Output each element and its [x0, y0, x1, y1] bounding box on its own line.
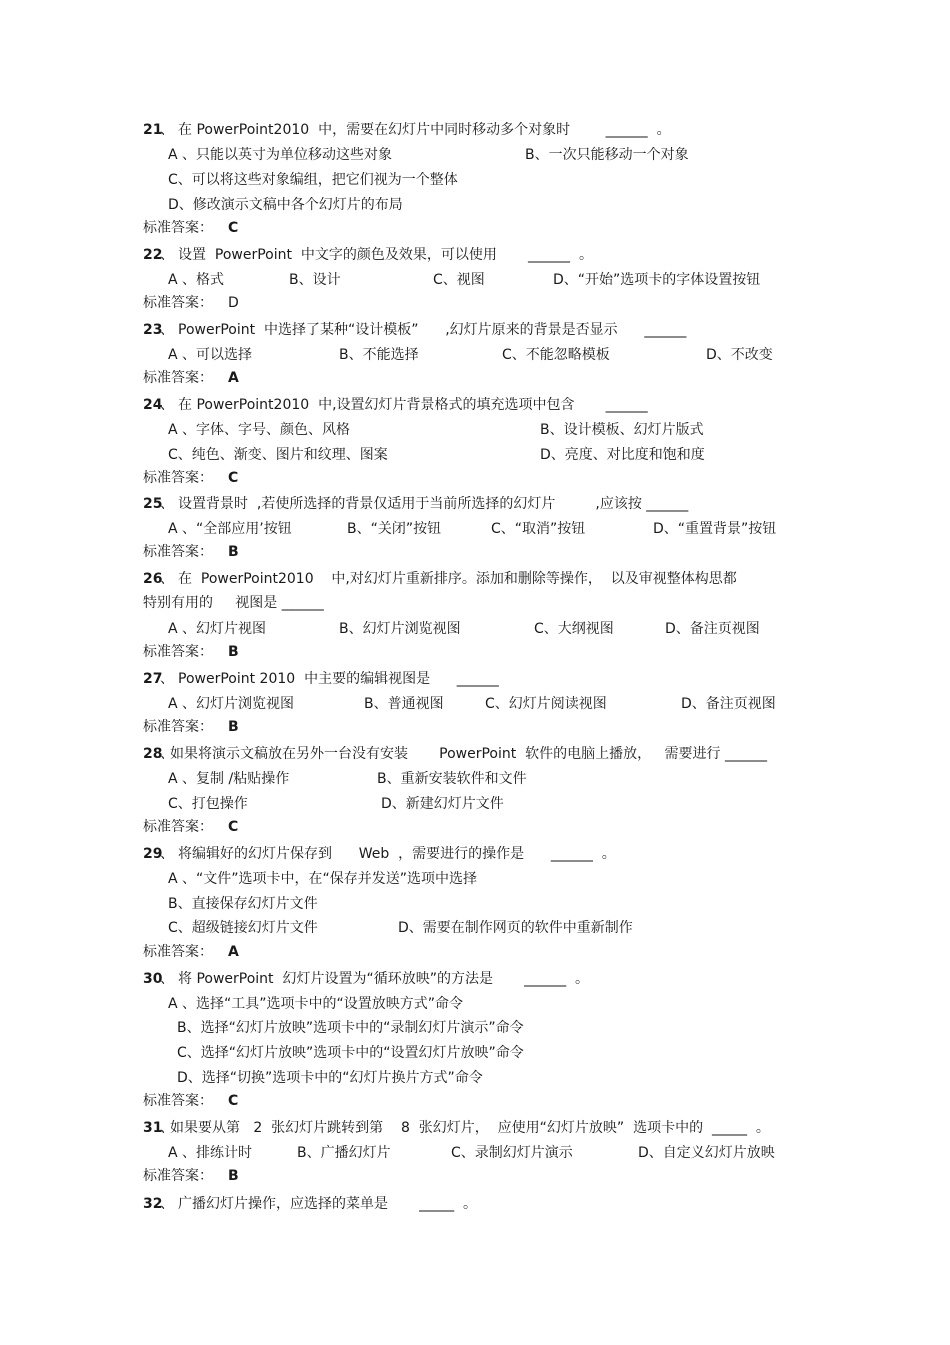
- question-stem: 设置 PowerPoint 中文字的颜色及效果，可以使用 ______ 。: [178, 247, 593, 263]
- question-stem-continued: 特别有用的 视图是 ______: [143, 595, 324, 611]
- option-b: B、设计: [289, 272, 341, 288]
- question-stem: PowerPoint 2010 中主要的编辑视图是 ______: [178, 671, 499, 687]
- option-c: C、选择“幻灯片放映”选项卡中的“设置幻灯片放映”命令: [177, 1045, 524, 1061]
- question-separator: 、: [160, 971, 174, 987]
- option-c: C、纯色、渐变、图片和纹理、图案: [168, 447, 388, 463]
- answer-value: B: [228, 644, 239, 660]
- option-b: B、广播幻灯片: [297, 1145, 391, 1161]
- question-separator: 、: [160, 1196, 174, 1212]
- question-number: 22: [143, 247, 163, 263]
- question-stem: 广播幻灯片操作，应选择的菜单是 _____ 。: [178, 1196, 478, 1212]
- question-stem: 如果将演示文稿放在另外一台没有安装 PowerPoint 软件的电脑上播放， 需要进行 ______: [170, 746, 767, 762]
- question-number: 24: [143, 397, 163, 413]
- answer-label: 标准答案：: [143, 295, 213, 311]
- option-c: C、录制幻灯片演示: [451, 1145, 573, 1161]
- answer-value: A: [228, 944, 239, 960]
- option-d: D、需要在制作网页的软件中重新制作: [398, 920, 633, 936]
- question-number: 21: [143, 122, 163, 138]
- answer-value: B: [228, 1168, 239, 1184]
- question-number: 30: [143, 971, 163, 987]
- answer-value: B: [228, 544, 239, 560]
- option-c: C、视图: [433, 272, 485, 288]
- answer-label: 标准答案：: [143, 819, 213, 835]
- question-separator: 、: [160, 671, 174, 687]
- option-c: C、打包操作: [168, 796, 248, 812]
- option-a: A 、只能以英寸为单位移动这些对象: [168, 147, 393, 163]
- question-number: 27: [143, 671, 163, 687]
- answer-value: C: [228, 220, 239, 236]
- option-d: D、“开始”选项卡的字体设置按钮: [553, 272, 761, 288]
- question-separator: 、: [160, 1120, 174, 1136]
- option-a: A 、排练计时: [168, 1145, 253, 1161]
- question-stem: PowerPoint 中选择了某种“设计模板” ,幻灯片原来的背景是否显示 ______: [178, 322, 687, 338]
- option-c: C、“取消”按钮: [491, 521, 586, 537]
- question-separator: 、: [160, 496, 174, 512]
- question-number: 31: [143, 1120, 163, 1136]
- answer-value: C: [228, 819, 239, 835]
- option-d: D、新建幻灯片文件: [381, 796, 504, 812]
- option-b: B、选择“幻灯片放映”选项卡中的“录制幻灯片演示”命令: [177, 1020, 524, 1036]
- option-d: D、备注页视图: [665, 621, 760, 637]
- option-b: B、直接保存幻灯片文件: [168, 896, 318, 912]
- question-separator: 、: [160, 571, 174, 587]
- question-separator: 、: [160, 247, 174, 263]
- option-d: D、自定义幻灯片放映: [638, 1145, 775, 1161]
- question-number: 32: [143, 1196, 163, 1212]
- option-a: A 、选择“工具”选项卡中的“设置放映方式”命令: [168, 996, 464, 1012]
- option-d: D、选择“切换”选项卡中的“幻灯片换片方式”命令: [177, 1070, 483, 1086]
- question-separator: 、: [160, 122, 174, 138]
- option-a: A 、可以选择: [168, 347, 253, 363]
- option-c: C、幻灯片阅读视图: [485, 696, 607, 712]
- answer-label: 标准答案：: [143, 220, 213, 236]
- option-a: A 、幻灯片视图: [168, 621, 267, 637]
- question-stem: 在 PowerPoint2010 中,设置幻灯片背景格式的填充选项中包含 ______: [178, 397, 648, 413]
- option-b: B、不能选择: [339, 347, 419, 363]
- option-b: B、设计模板、幻灯片版式: [540, 422, 704, 438]
- option-d: D、备注页视图: [681, 696, 776, 712]
- question-separator: 、: [160, 322, 174, 338]
- question-stem: 设置背景时 ,若使所选择的背景仅适用于当前所选择的幻灯片 ,应该按 ______: [178, 496, 689, 512]
- option-c: C、超级链接幻灯片文件: [168, 920, 318, 936]
- answer-value: D: [228, 295, 239, 311]
- question-number: 23: [143, 322, 163, 338]
- option-a: A 、格式: [168, 272, 225, 288]
- option-b: B、幻灯片浏览视图: [339, 621, 461, 637]
- option-a: A 、字体、字号、颜色、风格: [168, 422, 351, 438]
- option-d: D、亮度、对比度和饱和度: [540, 447, 705, 463]
- question-stem: 在 PowerPoint2010 中,对幻灯片重新排序。添加和删除等操作， 以及审视整体构思都: [178, 571, 737, 587]
- option-b: B、重新安装软件和文件: [377, 771, 527, 787]
- answer-label: 标准答案：: [143, 644, 213, 660]
- option-d: D、修改演示文稿中各个幻灯片的布局: [168, 197, 403, 213]
- option-b: B、一次只能移动一个对象: [525, 147, 689, 163]
- option-c: C、不能忽略模板: [502, 347, 610, 363]
- answer-label: 标准答案：: [143, 1168, 213, 1184]
- question-stem: 在 PowerPoint2010 中，需要在幻灯片中同时移动多个对象时 ______ 。: [178, 122, 671, 138]
- answer-value: C: [228, 1093, 239, 1109]
- option-b: B、“关闭”按钮: [347, 521, 442, 537]
- option-a: A 、“全部应用’按钮: [168, 521, 292, 537]
- option-a: A 、复制 /粘贴操作: [168, 771, 290, 787]
- option-a: A 、“文件”选项卡中，在“保存并发送”选项中选择: [168, 871, 478, 887]
- option-c: C、大纲视图: [534, 621, 614, 637]
- answer-value: C: [228, 470, 239, 486]
- question-stem: 如果要从第 2 张幻灯片跳转到第 8 张幻灯片， 应使用“幻灯片放映” 选项卡中的 _____ 。: [170, 1120, 770, 1136]
- question-separator: 、: [160, 846, 174, 862]
- question-number: 28: [143, 746, 163, 762]
- question-number: 29: [143, 846, 163, 862]
- question-separator: 、: [160, 746, 174, 762]
- question-stem: 将编辑好的幻灯片保存到 Web ，需要进行的操作是 ______ 。: [178, 846, 616, 862]
- answer-label: 标准答案：: [143, 1093, 213, 1109]
- question-separator: 、: [160, 397, 174, 413]
- option-d: D、不改变: [706, 347, 773, 363]
- answer-value: A: [228, 370, 239, 386]
- answer-label: 标准答案：: [143, 544, 213, 560]
- answer-label: 标准答案：: [143, 370, 213, 386]
- option-d: D、“重置背景”按钮: [653, 521, 777, 537]
- answer-label: 标准答案：: [143, 944, 213, 960]
- answer-value: B: [228, 719, 239, 735]
- option-c: C、可以将这些对象编组，把它们视为一个整体: [168, 172, 458, 188]
- answer-label: 标准答案：: [143, 470, 213, 486]
- option-b: B、普通视图: [364, 696, 444, 712]
- question-number: 26: [143, 571, 163, 587]
- option-a: A 、幻灯片浏览视图: [168, 696, 295, 712]
- answer-label: 标准答案：: [143, 719, 213, 735]
- question-stem: 将 PowerPoint 幻灯片设置为“循环放映”的方法是 ______ 。: [178, 971, 589, 987]
- question-number: 25: [143, 496, 163, 512]
